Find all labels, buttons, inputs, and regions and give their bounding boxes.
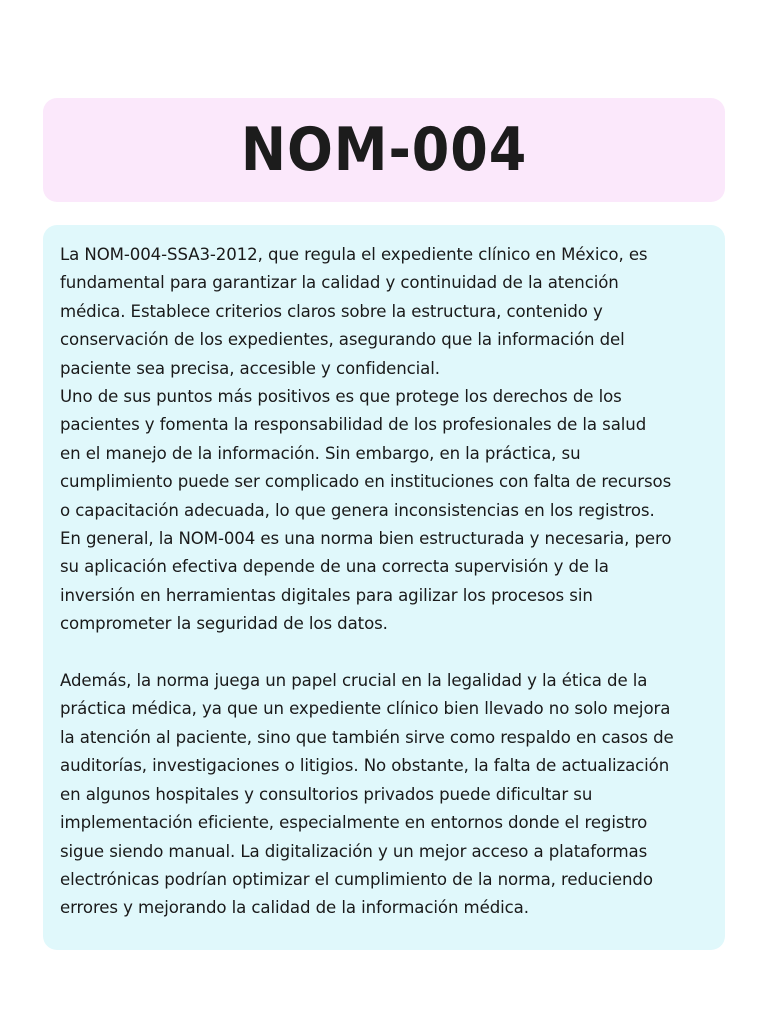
paragraph-gap [60, 639, 705, 667]
paragraph-1 [60, 241, 705, 639]
text-line: paciente sea precisa, accesible y confidencial. [60, 358, 440, 378]
text-line: o capacitación adecuada, lo que genera inconsistencias en los registros. [60, 500, 655, 520]
text-line: en el manejo de la información. Sin embargo, en la práctica, su [60, 443, 581, 463]
text-line: inversión en herramientas digitales para agilizar los procesos sin [60, 585, 593, 605]
title-card [43, 98, 725, 202]
text-line: Además, la norma juega un papel crucial en la legalidad y la ética de la [60, 671, 648, 691]
text-line: la atención al paciente, sino que también sirve como respaldo en casos de [60, 727, 674, 747]
text-line: Uno de sus puntos más positivos es que protege los derechos de los [60, 387, 622, 407]
text-line: sigue siendo manual. La digitalización y un mejor acceso a plataformas [60, 841, 648, 861]
paragraph-2 [60, 667, 705, 923]
text-line: fundamental para garantizar la calidad y continuidad de la atención [60, 273, 619, 293]
page-title: NOM-004 [240, 115, 528, 185]
text-line: cumplimiento puede ser complicado en instituciones con falta de recursos [60, 472, 672, 492]
text-line: La NOM-004-SSA3-2012, que regula el expediente clínico en México, es [60, 245, 648, 264]
text-line: en algunos hospitales y consultorios privados puede dificultar su [60, 784, 593, 804]
text-line: médica. Establece criterios claros sobre la estructura, contenido y [60, 301, 603, 321]
text-line: conservación de los expedientes, asegurando que la información del [60, 330, 625, 350]
text-line: errores y mejorando la calidad de la información médica. [60, 898, 529, 918]
text-line: pacientes y fomenta la responsabilidad de los profesionales de la salud [60, 415, 647, 435]
text-line: auditorías, investigaciones o litigios. No obstante, la falta de actualización [60, 756, 670, 776]
text-line: su aplicación efectiva depende de una correcta supervisión y de la [60, 557, 609, 577]
body-card [43, 225, 725, 950]
text-line: práctica médica, ya que un expediente clínico bien llevado no solo mejora [60, 699, 671, 719]
text-line: implementación eficiente, especialmente en entornos donde el registro [60, 813, 648, 833]
text-line: electrónicas podrían optimizar el cumplimiento de la norma, reduciendo [60, 869, 653, 889]
text-line: En general, la NOM-004 es una norma bien estructurada y necesaria, pero [60, 529, 672, 549]
text-line: comprometer la seguridad de los datos. [60, 614, 388, 634]
